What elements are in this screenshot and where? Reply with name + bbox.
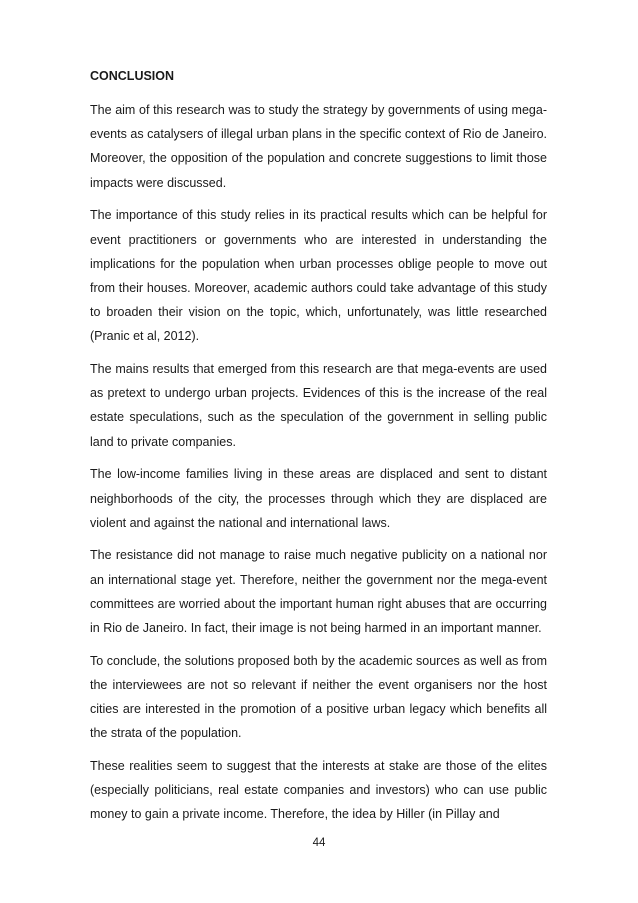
paragraph-importance: The importance of this study relies in its practical results which can be helpful for event practitioners or governments who are interested in understanding the implications for the population when urban processes oblige people to move out from their houses. Moreover, academic authors could take advantage of this study to broaden their vision on the topic, which, unfortunately, was little researched (Pranic et al, 2012). (90, 208, 547, 344)
paragraph-resistance: The resistance did not manage to raise much negative publicity on a national nor an international stage yet. Therefore, neither the government nor the mega-event committees are worried about the important human right abuses that are occurring in Rio de Janeiro. In fact, their image is not being harmed in an important manner. (90, 548, 547, 636)
document-page (90, 66, 547, 835)
page-number: 44 (312, 837, 326, 849)
section-heading: CONCLUSION (90, 69, 175, 83)
paragraph-aim: The aim of this research was to study the strategy by governments of using mega-events as catalysers of illegal urban plans in the specific context of Rio de Janeiro. Moreover, the opposition of the population and concrete suggestions to limit those impacts were discussed. (90, 103, 547, 190)
paragraph-main-results: The mains results that emerged from this research are that mega-events are used as pretext to undergo urban projects. Evidences of this is the increase of the real estate speculations, such as the speculation of the government in selling public land to private companies. (90, 362, 547, 449)
paragraph-low-income-families: The low-income families living in these areas are displaced and sent to distant neighborhoods of the city, the processes through which they are displaced are violent and against the national and international laws. (90, 467, 547, 530)
paragraph-realities: These realities seem to suggest that the interests at stake are those of the elites (especially politicians, real estate companies and investors) who can use public money to gain a private income. Therefore, the idea by Hiller (in Pillay and (90, 759, 547, 822)
paragraph-to-conclude: To conclude, the solutions proposed both by the academic sources as well as from the interviewees are not so relevant if neither the event organisers nor the host cities are interested in the promotion of a positive urban legacy which benefits all the strata of the population. (90, 653, 547, 741)
